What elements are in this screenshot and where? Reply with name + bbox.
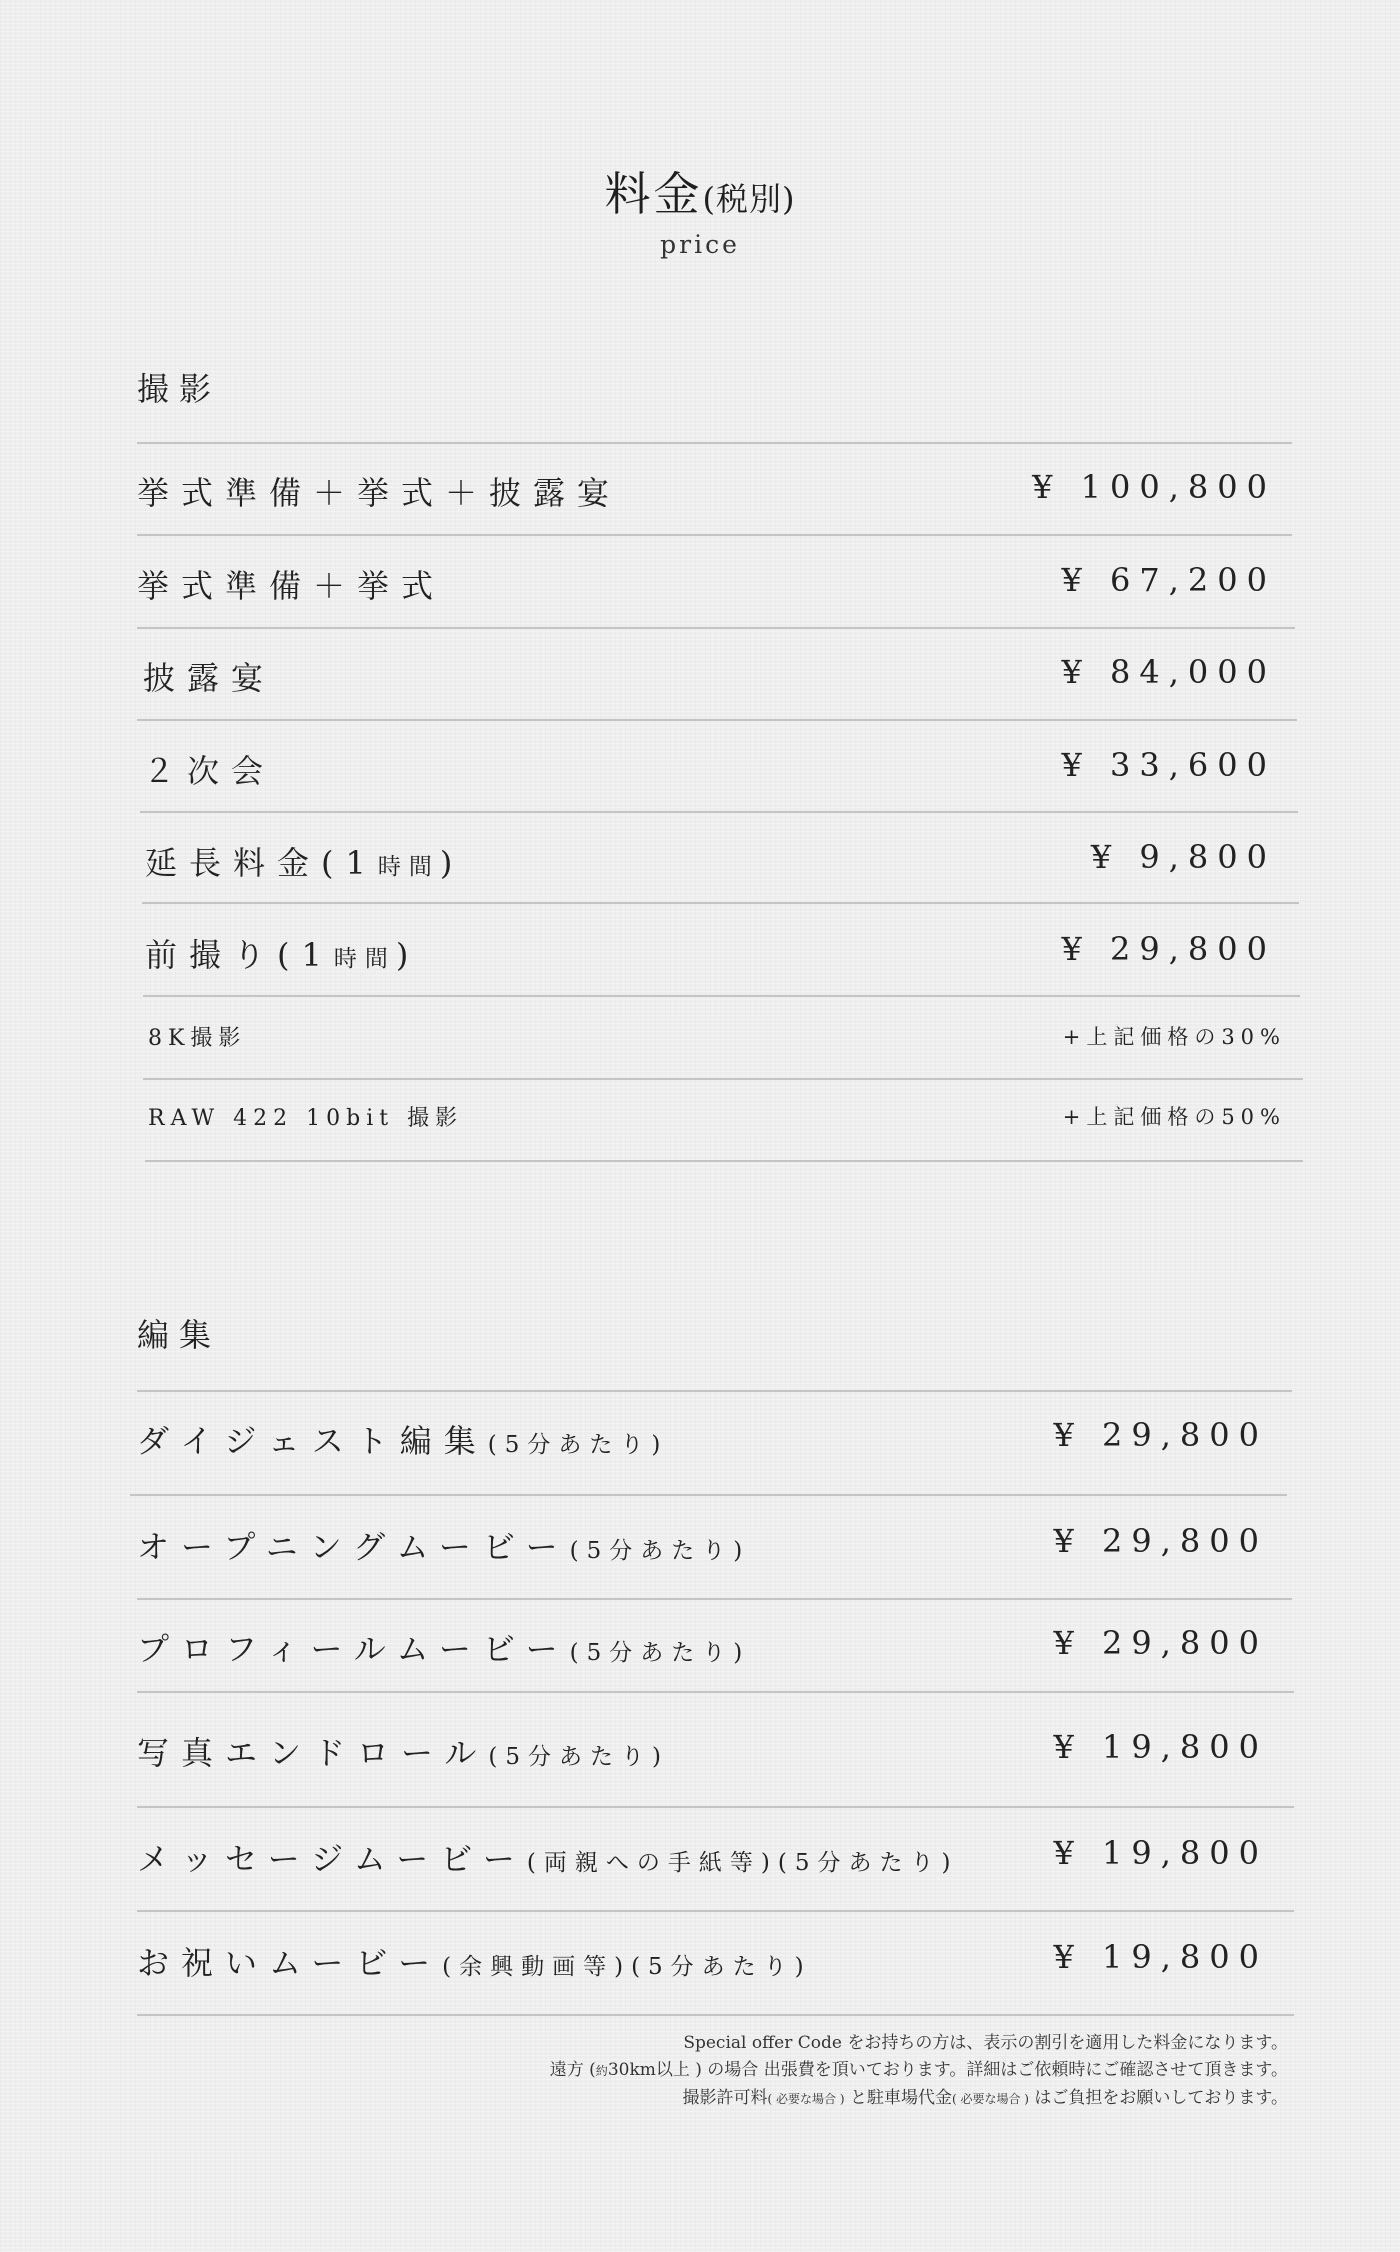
divider xyxy=(140,811,1298,813)
price-row-label xyxy=(137,1834,958,1880)
section-heading-shooting: 撮影 xyxy=(137,370,222,408)
footnotes xyxy=(550,2030,1288,2113)
price-row-label: ２次会 xyxy=(143,752,276,790)
price-row-value: ¥ 67,200 xyxy=(1061,561,1276,599)
label-main: お祝いムービー xyxy=(137,1944,443,1982)
price-row-value: ¥ 29,800 xyxy=(1061,930,1276,968)
price-row-value: ¥ 84,000 xyxy=(1061,653,1276,691)
page-subtitle: price xyxy=(660,230,740,259)
label-main: 写真エンドロール xyxy=(137,1734,489,1772)
divider xyxy=(142,902,1299,904)
label-main: プロフィールムービー xyxy=(137,1630,570,1668)
label-main: 前撮り(1 xyxy=(145,936,334,974)
label-end: ) xyxy=(395,936,421,974)
price-row-label xyxy=(145,838,464,884)
option-row-label: RAW 422 10bit 撮影 xyxy=(148,1106,464,1131)
title-suffix: (税別) xyxy=(702,180,796,218)
price-row-label xyxy=(137,1522,750,1568)
price-row-value: ¥ 33,600 xyxy=(1061,746,1276,784)
option-row-label: 8K撮影 xyxy=(148,1026,247,1051)
label-small: (5分あたり) xyxy=(487,1432,669,1458)
divider xyxy=(137,627,1295,629)
divider xyxy=(145,1160,1303,1162)
note-line: Special offer Code をお持ちの方は、表示の割引を適用した料金になります。 xyxy=(683,2033,1288,2053)
label-main: ダイジェスト編集 xyxy=(137,1422,488,1460)
label-small: (5分あたり) xyxy=(569,1640,751,1666)
page-title xyxy=(0,158,1400,224)
label-small: (5分あたり) xyxy=(488,1744,669,1770)
label-small: (両親への手紙等)(5分あたり) xyxy=(526,1850,959,1876)
label-small: 時間 xyxy=(377,854,440,880)
price-row-value: ¥ 19,800 xyxy=(1053,1834,1268,1872)
price-row-value: ¥ 29,800 xyxy=(1053,1624,1268,1662)
option-row-value: +上記価格の50% xyxy=(1062,1105,1286,1129)
label-small: 時間 xyxy=(333,946,396,972)
note-line: 撮影許可料( 必要な場合 ) と駐車場代金( 必要な場合 ) はご負担をお願いしております。 xyxy=(682,2088,1288,2108)
price-row-value: ¥ 29,800 xyxy=(1053,1416,1268,1454)
price-row-value: ¥ 19,800 xyxy=(1053,1938,1268,1976)
price-row-value: ¥ 29,800 xyxy=(1053,1522,1268,1560)
price-row-value: ¥ 9,800 xyxy=(1090,838,1276,876)
label-small: (余興動画等)(5分あたり) xyxy=(442,1954,812,1980)
price-row-label xyxy=(137,1416,668,1462)
divider xyxy=(143,995,1300,997)
price-row-label xyxy=(137,1728,669,1774)
divider xyxy=(137,1806,1294,1808)
label-main: オープニングムービー xyxy=(137,1528,570,1566)
divider xyxy=(143,1078,1303,1080)
section-heading-editing: 編集 xyxy=(137,1316,222,1354)
price-row-label: 披露宴 xyxy=(143,659,276,697)
price-row-label xyxy=(137,1624,750,1670)
price-row-label xyxy=(137,1938,812,1984)
divider xyxy=(137,1691,1294,1693)
divider xyxy=(137,719,1297,721)
label-small: (5分あたり) xyxy=(569,1538,751,1564)
divider xyxy=(137,1598,1292,1600)
label-main: 延長料金(1 xyxy=(145,844,378,882)
price-row-label xyxy=(145,930,420,976)
label-end: ) xyxy=(439,844,465,882)
option-row-value: +上記価格の30% xyxy=(1062,1025,1286,1049)
label-main: メッセージムービー xyxy=(137,1840,527,1878)
note-line: 遠方 (約30km以上 ) の場合 出張費を頂いております。詳細はご依頼時にご確認させて頂きます。 xyxy=(549,2060,1288,2080)
title-main: 料金 xyxy=(604,167,703,221)
divider xyxy=(137,1390,1292,1392)
divider xyxy=(137,2014,1294,2016)
price-row-value: ¥ 100,800 xyxy=(1032,468,1276,506)
divider xyxy=(137,442,1292,444)
divider xyxy=(130,1494,1287,1496)
price-row-label: 挙式準備＋挙式 xyxy=(137,567,446,605)
divider xyxy=(137,1910,1294,1912)
price-row-label: 挙式準備＋挙式＋披露宴 xyxy=(137,474,622,512)
divider xyxy=(137,534,1292,536)
price-row-value: ¥ 19,800 xyxy=(1053,1728,1268,1766)
